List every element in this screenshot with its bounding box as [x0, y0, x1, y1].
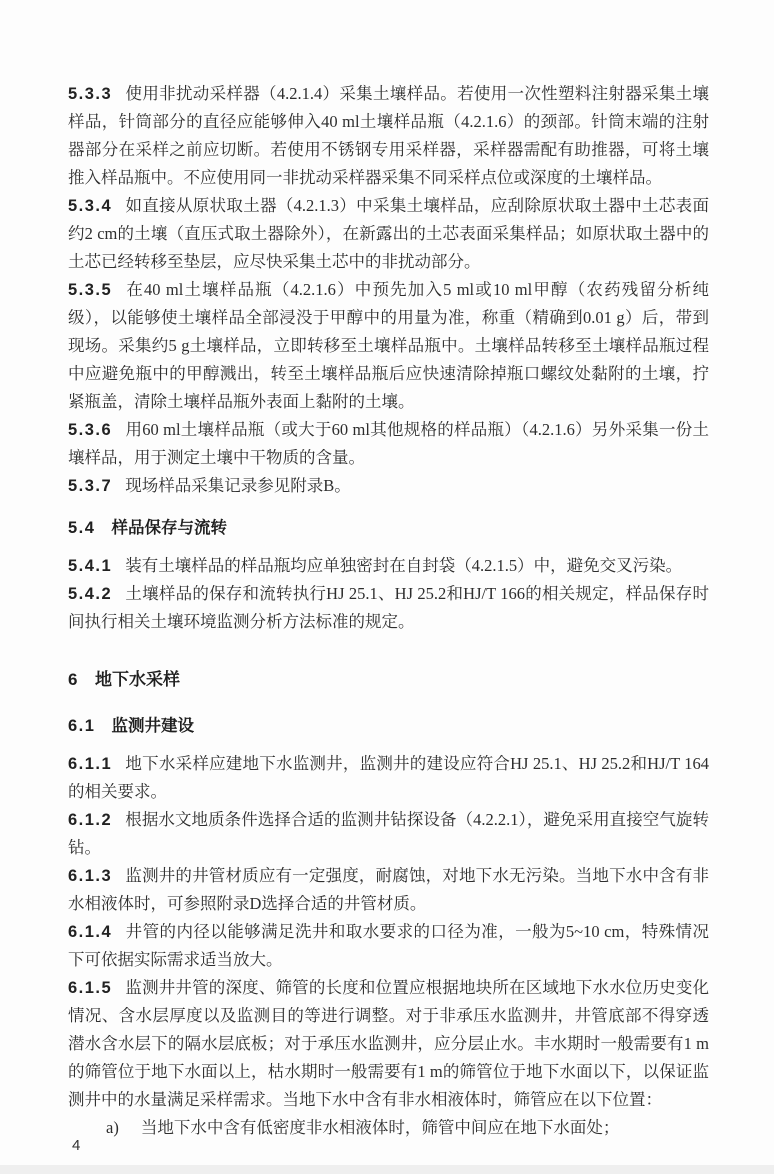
- clause-number: 6.1.3: [68, 867, 113, 885]
- list-marker: a): [106, 1118, 119, 1137]
- clause-text: 在40 ml土壤样品瓶（4.2.1.6）中预先加入5 ml或10 ml甲醇（农药残留分析纯级），以能够使土壤样品全部浸没于甲醇中的用量为准，称重（精确到0.01 g）后，带到现场。采集约5 g土壤样品，立即转移至土壤样品瓶中。土壤样品转移至土壤样品瓶过程中应避免瓶中的甲醇溅出，转至土壤样品瓶后应快速清除掉瓶口螺纹处黏附的土壤，拧紧瓶盖，清除土壤样品瓶外表面上黏附的土壤。: [68, 280, 709, 411]
- page-number: 4: [72, 1137, 81, 1154]
- clause-text: 使用非扰动采样器（4.2.1.4）采集土壤样品。若使用一次性塑料注射器采集土壤样品，针筒部分的直径应能够伸入40 ml土壤样品瓶（4.2.1.6）的颈部。针筒末端的注射器部分在采样之前应切断。若使用不锈钢专用采样器，采样器需配有助推器，可将土壤推入样品瓶中。不应使用同一非扰动采样器采集不同采样点位或深度的土壤样品。: [68, 84, 709, 187]
- clause-5-3-3: [68, 80, 709, 192]
- clause-text: 用60 ml土壤样品瓶（或大于60 ml其他规格的样品瓶）（4.2.1.6）另外采集一份土壤样品，用于测定土壤中干物质的含量。: [68, 420, 709, 467]
- page-footer: [72, 1137, 80, 1154]
- clause-text: 如直接从原状取土器（4.2.1.3）中采集土壤样品，应刮除原状取土器中土芯表面约2 cm的土壤（直压式取土器除外），在新露出的土芯表面采集样品；如原状取土器中的土芯已经转移至垫层，应尽快采集土芯中的非扰动部分。: [68, 196, 709, 271]
- clause-text: 装有土壤样品的样品瓶均应单独密封在自封袋（4.2.1.5）中，避免交叉污染。: [125, 556, 683, 575]
- clause-5-3-4: [68, 192, 709, 276]
- chapter-number: 6: [68, 670, 79, 689]
- list-item-a: [68, 1114, 709, 1142]
- clause-text: 根据水文地质条件选择合适的监测井钻探设备（4.2.2.1），避免采用直接空气旋转钻。: [68, 810, 709, 857]
- clause-number: 6.1.4: [68, 923, 113, 941]
- clause-number: 5.4.1: [68, 557, 113, 575]
- section-title: 样品保存与流转: [111, 519, 227, 537]
- section-number: 6.1: [68, 717, 96, 735]
- clause-text: 监测井的井管材质应有一定强度，耐腐蚀，对地下水无污染。当地下水中含有非水相液体时，可参照附录D选择合适的井管材质。: [68, 866, 709, 913]
- clause-5-4-2: [68, 580, 709, 636]
- clause-number: 5.3.5: [68, 281, 113, 299]
- clause-text: 监测井井管的深度、筛管的长度和位置应根据地块所在区域地下水水位历史变化情况、含水层厚度以及监测目的等进行调整。对于非承压水监测井，井管底部不得穿透潜水含水层下的隔水层底板；对于承压水监测井，应分层止水。丰水期时一般需要有1 m的筛管位于地下水面以上，枯水期时一般需要有1 m的筛管位于地下水面以下，以保证监测井中的水量满足采样需求。当地下水中含有非水相液体时，筛管应在以下位置：: [68, 978, 709, 1109]
- clause-text: 现场样品采集记录参见附录B。: [125, 476, 351, 495]
- clause-text: 土壤样品的保存和流转执行HJ 25.1、HJ 25.2和HJ/T 166的相关规定，样品保存时间执行相关土壤环境监测分析方法标准的规定。: [68, 584, 709, 631]
- clause-5-3-5: [68, 276, 709, 416]
- clause-number: 6.1.2: [68, 811, 113, 829]
- chapter-title: 地下水采样: [94, 670, 180, 689]
- clause-text: 地下水采样应建地下水监测井，监测井的建设应符合HJ 25.1、HJ 25.2和HJ/T 164的相关要求。: [68, 754, 709, 801]
- section-number: 5.4: [68, 519, 96, 537]
- clause-6-1-4: [68, 918, 709, 974]
- clause-number: 5.4.2: [68, 585, 113, 603]
- clause-text: 井管的内径以能够满足洗井和取水要求的口径为准，一般为5~10 cm，特殊情况下可依据实际需求适当放大。: [68, 922, 709, 969]
- clause-number: 5.3.7: [68, 477, 113, 495]
- clause-number: 5.3.4: [68, 197, 113, 215]
- list-item-text: 当地下水中含有低密度非水相液体时，筛管中间应在地下水面处；: [140, 1118, 620, 1137]
- clause-6-1-3: [68, 862, 709, 918]
- clause-6-1-2: [68, 806, 709, 862]
- clause-5-3-7: [68, 472, 709, 500]
- chapter-heading-6: [68, 666, 709, 694]
- clause-5-4-1: [68, 552, 709, 580]
- clause-6-1-5: [68, 974, 709, 1114]
- clause-6-1-1: [68, 750, 709, 806]
- clause-number: 6.1.1: [68, 755, 113, 773]
- clause-number: 5.3.3: [68, 85, 113, 103]
- page-content: [68, 80, 709, 1142]
- clause-number: 6.1.5: [68, 979, 113, 997]
- section-title: 监测井建设: [111, 717, 194, 735]
- section-heading-6-1: [68, 712, 709, 740]
- scan-bottom-edge: [0, 1165, 774, 1174]
- clause-number: 5.3.6: [68, 421, 113, 439]
- section-heading-5-4: [68, 514, 709, 542]
- clause-5-3-6: [68, 416, 709, 472]
